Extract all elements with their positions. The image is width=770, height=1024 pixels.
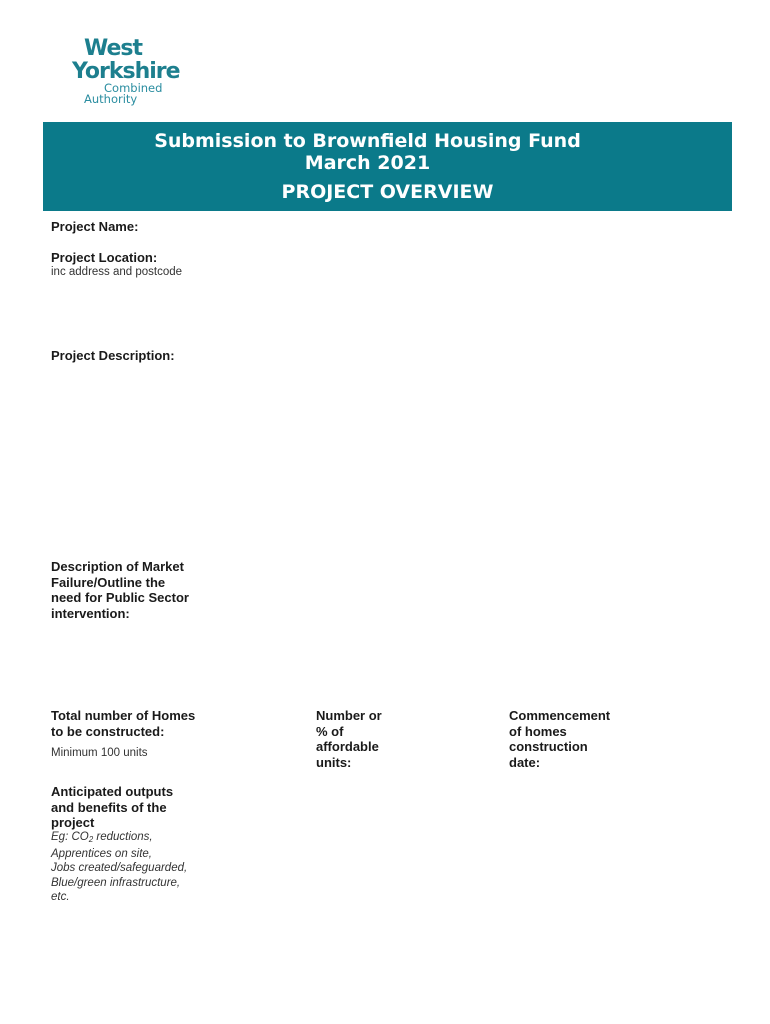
header-banner (43, 122, 732, 211)
market-failure-label-line: Description of Market (51, 559, 184, 574)
commencement-date-field[interactable] (630, 705, 730, 775)
outputs-hint-line: Jobs created/safeguarded, (51, 862, 188, 875)
outputs-hint-co: Eg: CO (51, 831, 89, 843)
logo-line-authority: Authority (84, 92, 138, 106)
total-homes-label-line: to be constructed: (51, 723, 165, 739)
project-location-hint: inc address and postcode (51, 266, 183, 278)
outputs-label-line: project (51, 815, 95, 831)
project-location-label: Project Location: (51, 250, 158, 265)
logo-line-combined: Combined (104, 81, 163, 95)
affordable-units-label (316, 708, 382, 770)
affordable-units-label-line: affordable (316, 739, 379, 755)
outputs-hint-line: etc. (51, 890, 70, 903)
total-homes-label (51, 708, 195, 739)
project-name-label: Project Name: (51, 219, 139, 234)
outputs-hint-line: Blue/green infrastructure, (51, 876, 181, 889)
affordable-units-label-line: % of (316, 723, 344, 739)
total-homes-label-line: Total number of Homes (51, 708, 196, 723)
market-failure-label (51, 559, 189, 621)
outputs-field[interactable] (220, 782, 730, 922)
outputs-label-line: Anticipated outputs (51, 784, 174, 799)
outputs-label-line: and benefits of the (51, 799, 167, 815)
document-subtitle: PROJECT OVERVIEW (281, 181, 494, 203)
outputs-hint (51, 830, 187, 904)
market-failure-field[interactable] (210, 555, 730, 695)
logo-line-yorkshire: Yorkshire (72, 59, 180, 84)
outputs-label (51, 784, 173, 831)
project-location-field[interactable] (210, 246, 730, 336)
project-name-field[interactable] (210, 214, 730, 240)
commencement-date-label-line: of homes (509, 723, 567, 739)
market-failure-label-line: Failure/Outline the (51, 574, 166, 590)
outputs-hint-reductions: reductions, (93, 831, 153, 843)
market-failure-label-line: need for Public Sector (51, 590, 189, 606)
project-description-label: Project Description: (51, 348, 175, 363)
outputs-hint-line: Apprentices on site, (51, 848, 153, 861)
market-failure-label-line: intervention: (51, 605, 130, 621)
outputs-hint-sub: 2 (88, 835, 94, 844)
document-date: March 2021 (304, 152, 431, 174)
commencement-date-label (509, 708, 610, 770)
logo-line-west: West (84, 36, 143, 61)
commencement-date-label-line: construction (509, 739, 588, 755)
total-homes-hint: Minimum 100 units (51, 747, 148, 759)
affordable-units-label-line: units: (316, 754, 352, 770)
document-title: Submission to Brownfield Housing Fund (154, 130, 581, 152)
commencement-date-label-line: date: (509, 754, 541, 770)
commencement-date-label-line: Commencement (509, 708, 611, 723)
total-homes-field[interactable] (220, 705, 308, 765)
project-description-field[interactable] (210, 344, 730, 544)
outputs-hint-line (51, 830, 187, 847)
affordable-units-field[interactable] (400, 705, 500, 775)
affordable-units-label-line: Number or (316, 708, 382, 723)
wyca-logo (72, 36, 202, 110)
